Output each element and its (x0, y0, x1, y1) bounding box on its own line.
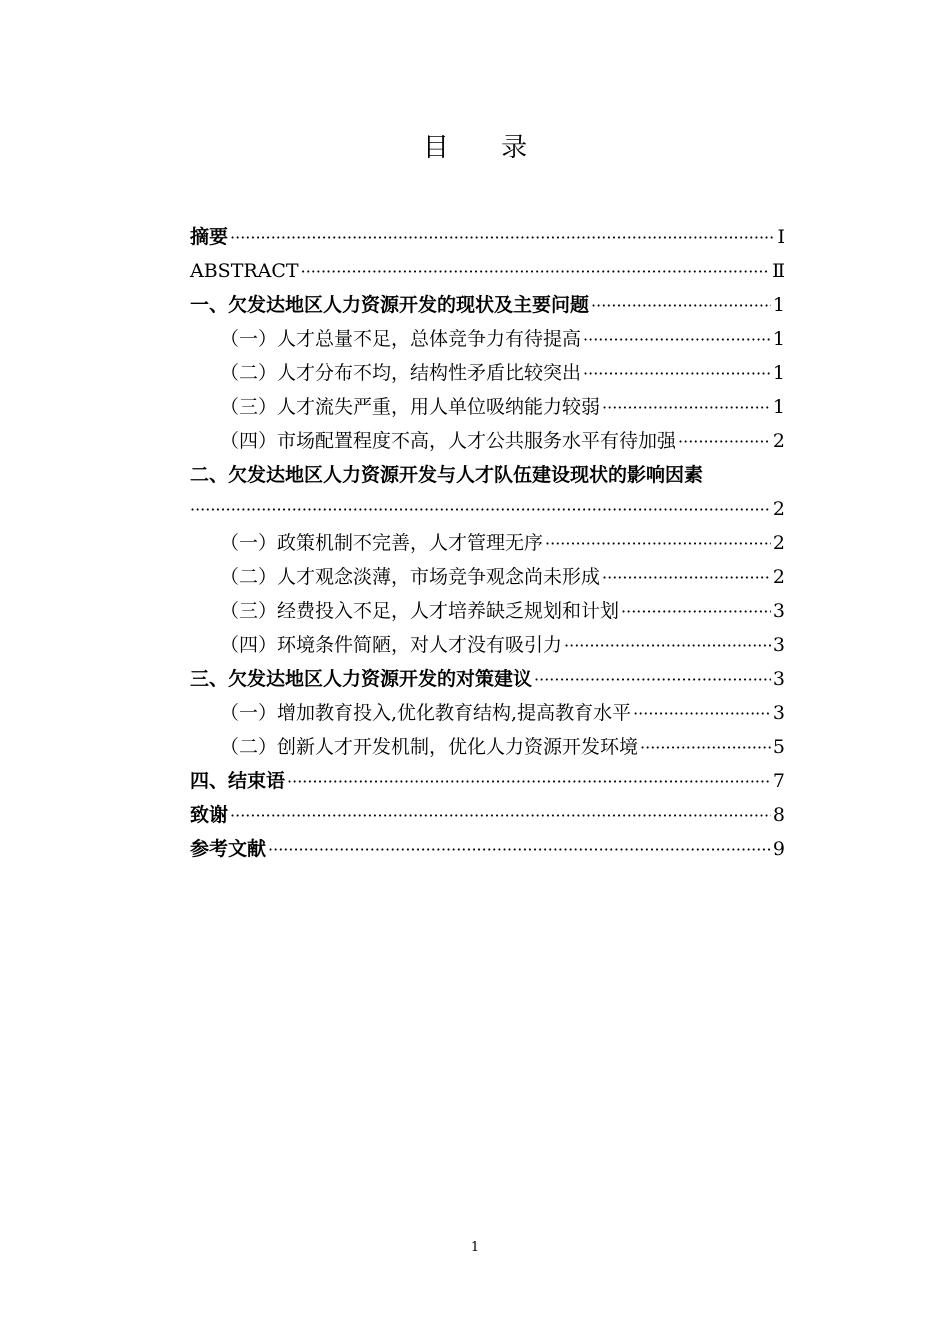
toc-entry-label: 摘要 (190, 226, 229, 248)
toc-entry-page: 9 (772, 838, 785, 860)
toc-dot-leader (287, 765, 771, 799)
toc-entry[interactable] (190, 560, 785, 594)
toc-entry-page: 2 (772, 566, 785, 588)
toc-dot-leader (583, 323, 771, 357)
toc-dot-leader (230, 221, 773, 255)
toc-entry-page: 1 (772, 328, 785, 350)
toc-dot-leader (268, 833, 771, 867)
toc-entry-label: （三）经费投入不足，人才培养缺乏规划和计划 (220, 600, 620, 622)
toc-dot-leader (640, 731, 771, 765)
toc-entry-label: （一）增加教育投入,优化教育结构,提高教育水平 (220, 702, 632, 724)
toc-entry-label: （二）创新人才开发机制，优化人力资源开发环境 (220, 736, 639, 758)
toc-entry-page: 8 (772, 804, 785, 826)
toc-entry[interactable] (190, 628, 785, 662)
toc-entry-page: 2 (772, 498, 785, 520)
toc-entry-label: 参考文献 (190, 838, 267, 860)
toc-entry-label: 三、欠发达地区人力资源开发的对策建议 (190, 668, 533, 690)
toc-dot-leader (190, 493, 771, 527)
toc-entry-label: （二）人才分布不均，结构性矛盾比较突出 (220, 362, 582, 384)
page-title: 目 录 (422, 133, 550, 163)
toc-entry-page: 3 (772, 668, 785, 690)
toc-dot-leader (583, 357, 771, 391)
toc-entry-label: 致谢 (190, 804, 229, 826)
toc-entry[interactable] (190, 458, 785, 492)
toc-dot-leader (633, 697, 771, 731)
toc-entry[interactable] (190, 390, 785, 424)
toc-entry[interactable] (190, 696, 785, 730)
toc-entry-page: 2 (772, 430, 785, 452)
toc-entry[interactable] (190, 254, 785, 288)
toc-entry-page: 5 (772, 736, 785, 758)
toc-dot-leader (534, 663, 771, 697)
toc-dot-leader (230, 799, 771, 833)
toc-entry-page: 1 (772, 362, 785, 384)
toc-entry[interactable] (190, 764, 785, 798)
toc-entry-page: 1 (772, 294, 785, 316)
toc-dot-leader (621, 595, 771, 629)
toc-entry-label: 二、欠发达地区人力资源开发与人才队伍建设现状的影响因素 (190, 464, 704, 486)
toc-entry[interactable] (190, 832, 785, 866)
toc-entry-page: 1 (772, 396, 785, 418)
toc-entry[interactable] (190, 594, 785, 628)
toc-entry-page: Ⅱ (772, 260, 785, 282)
page-number: 1 (470, 1240, 480, 1255)
toc-entry[interactable] (190, 356, 785, 390)
toc-entry[interactable] (190, 730, 785, 764)
toc-entry[interactable] (190, 220, 785, 254)
toc-dot-leader (591, 289, 771, 323)
toc-entry[interactable] (190, 492, 785, 526)
toc-dot-leader (545, 527, 771, 561)
toc-entry[interactable] (190, 288, 785, 322)
table-of-contents (190, 220, 785, 866)
toc-entry[interactable] (190, 526, 785, 560)
toc-dot-leader (602, 391, 771, 425)
toc-entry-page: 7 (772, 770, 785, 792)
toc-entry-label: 四、结束语 (190, 770, 286, 792)
toc-entry-label: （一）人才总量不足，总体竞争力有待提高 (220, 328, 582, 350)
toc-entry[interactable] (190, 424, 785, 458)
toc-dot-leader (602, 561, 771, 595)
toc-entry-page: Ⅰ (777, 226, 785, 248)
toc-entry-page: 3 (772, 702, 785, 724)
toc-dot-leader (301, 255, 770, 289)
toc-entry-label: 一、欠发达地区人力资源开发的现状及主要问题 (190, 294, 590, 316)
toc-dot-leader (678, 425, 771, 459)
toc-entry-page: 3 (772, 600, 785, 622)
toc-entry[interactable] (190, 322, 785, 356)
toc-entry-label: （四）市场配置程度不高，人才公共服务水平有待加强 (220, 430, 677, 452)
toc-entry-label: （一）政策机制不完善，人才管理无序 (220, 532, 544, 554)
toc-entry-label: （二）人才观念淡薄，市场竞争观念尚未形成 (220, 566, 601, 588)
toc-entry-label: （四）环境条件简陋，对人才没有吸引力 (220, 634, 563, 656)
toc-dot-leader (564, 629, 771, 663)
toc-entry[interactable] (190, 662, 785, 696)
toc-entry[interactable] (190, 798, 785, 832)
toc-entry-page: 3 (772, 634, 785, 656)
toc-entry-label: ABSTRACT (190, 260, 299, 282)
toc-entry-page: 2 (772, 532, 785, 554)
toc-entry-label: （三）人才流失严重，用人单位吸纳能力较弱 (220, 396, 601, 418)
